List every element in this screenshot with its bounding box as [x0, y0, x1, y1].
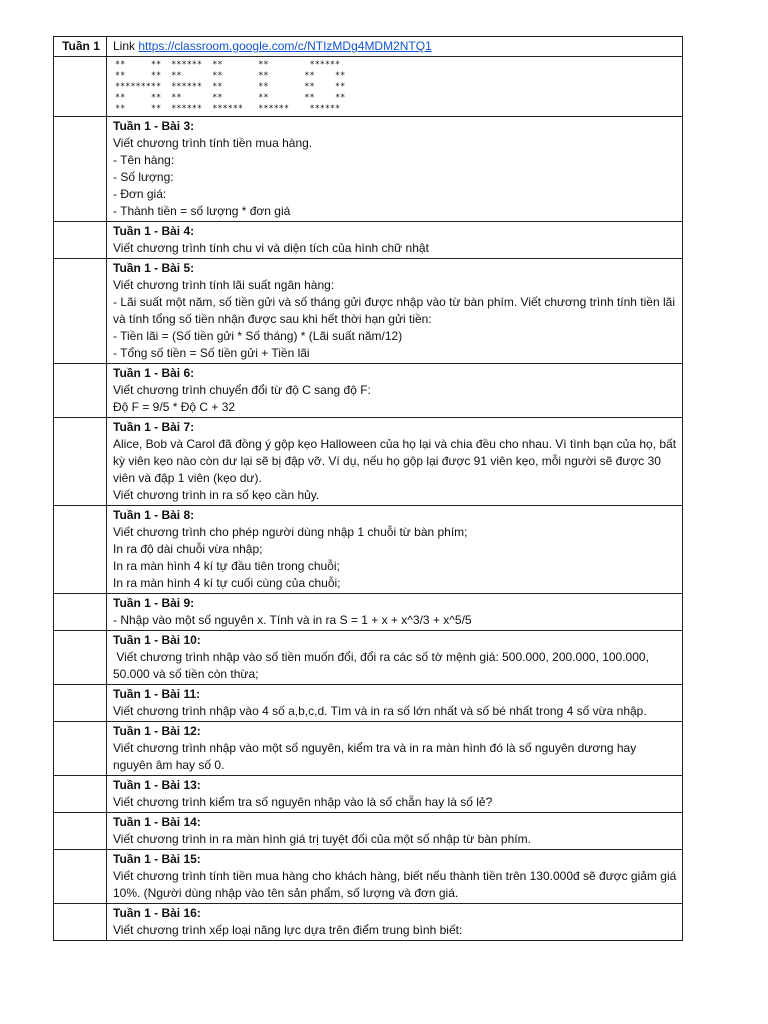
exercise-row: [54, 776, 683, 813]
exercise-row: [54, 813, 683, 850]
exercise-text: Viết chương trình xếp loại năng lực dựa trên điểm trung bình biết:: [113, 923, 463, 937]
exercise-cell: [107, 259, 683, 364]
exercise-text: In ra màn hình 4 kí tự đầu tiên trong chuỗi;: [113, 559, 340, 573]
exercise-cell: [107, 722, 683, 776]
exercise-text: - Thành tiền = số lượng * đơn giá: [113, 204, 291, 218]
exercise-text: Viết chương trình in ra màn hình giá trị tuyệt đối của một số nhập từ bàn phím.: [113, 832, 531, 846]
exercise-title: Tuần 1 - Bài 16:: [113, 906, 201, 920]
exercise-title: Tuần 1 - Bài 13:: [113, 778, 201, 792]
exercise-title: Tuần 1 - Bài 12:: [113, 724, 201, 738]
empty-cell: [54, 631, 107, 685]
exercise-row: [54, 117, 683, 222]
exercise-text: - Đơn giá:: [113, 187, 167, 201]
exercise-title: Tuần 1 - Bài 3:: [113, 119, 195, 133]
week-cell: Tuần 1: [54, 37, 107, 57]
exercise-cell: [107, 117, 683, 222]
exercise-cell: [107, 813, 683, 850]
exercise-cell: [107, 850, 683, 904]
empty-cell: [54, 222, 107, 259]
exercise-row: [54, 594, 683, 631]
empty-cell: [54, 364, 107, 418]
exercise-row: [54, 722, 683, 776]
exercise-title: Tuần 1 - Bài 8:: [113, 508, 195, 522]
exercise-cell: [107, 222, 683, 259]
exercise-text: - Tên hàng:: [113, 153, 175, 167]
exercise-title: Tuần 1 - Bài 14:: [113, 815, 201, 829]
exercise-cell: [107, 594, 683, 631]
exercise-row: [54, 904, 683, 941]
exercise-text: Viết chương trình tính tiền mua hàng cho khách hàng, biết nếu thành tiền trên 130.000đ sẽ được giảm giá 10%. (Người dùng nhập vào tên sản phẩm, số lượng và đơn giá.: [113, 869, 680, 900]
ascii-art-cell: [107, 57, 683, 117]
exercise-cell: [107, 418, 683, 506]
exercise-text: - Số lượng:: [113, 170, 174, 184]
exercise-text: Độ F = 9/5 * Độ C + 32: [113, 400, 236, 414]
empty-cell: [54, 117, 107, 222]
exercise-text: Viết chương trình chuyển đổi từ độ C sang độ F:: [113, 383, 371, 397]
ascii-art-row: [54, 57, 683, 117]
exercise-text: Viết chương trình in ra số kẹo cần hủy.: [113, 488, 320, 502]
empty-cell: [54, 57, 107, 117]
exercise-cell: [107, 506, 683, 594]
exercise-cell: [107, 776, 683, 813]
exercise-title: Tuần 1 - Bài 5:: [113, 261, 195, 275]
exercise-text: Viết chương trình kiểm tra số nguyên nhập vào là số chẵn hay là số lẻ?: [113, 795, 493, 809]
link-cell: [107, 37, 683, 57]
empty-cell: [54, 685, 107, 722]
exercise-title: Tuần 1 - Bài 6:: [113, 366, 195, 380]
exercise-row: [54, 631, 683, 685]
exercise-text: In ra màn hình 4 kí tự cuối cùng của chuỗi;: [113, 576, 341, 590]
header-row: [54, 37, 683, 57]
exercise-row: [54, 259, 683, 364]
exercise-cell: [107, 631, 683, 685]
exercise-title: Tuần 1 - Bài 7:: [113, 420, 195, 434]
empty-cell: [54, 776, 107, 813]
exercise-text: - Tiền lãi = (Số tiền gửi * Số tháng) * (Lãi suất năm/12): [113, 329, 403, 343]
empty-cell: [54, 850, 107, 904]
empty-cell: [54, 418, 107, 506]
exercise-title: Tuần 1 - Bài 10:: [113, 633, 201, 647]
exercise-cell: [107, 904, 683, 941]
exercise-row: [54, 418, 683, 506]
empty-cell: [54, 722, 107, 776]
empty-cell: [54, 259, 107, 364]
exercise-row: [54, 850, 683, 904]
exercise-row: [54, 222, 683, 259]
exercise-text: - Tổng số tiền = Số tiền gửi + Tiền lãi: [113, 346, 310, 360]
exercise-title: Tuần 1 - Bài 11:: [113, 687, 201, 701]
exercise-text: In ra độ dài chuỗi vừa nhập;: [113, 542, 263, 556]
exercise-text: Viết chương trình nhập vào một số nguyên, kiểm tra và in ra màn hình đó là số nguyên dương hay nguyên âm hay số 0.: [113, 741, 640, 772]
empty-cell: [54, 813, 107, 850]
exercise-row: [54, 364, 683, 418]
exercise-table: [53, 36, 683, 941]
empty-cell: [54, 506, 107, 594]
ascii-art-hello: ** ** ****** ** ** ****** ** ** ** ** ** ** ** ********* ****** ** ** ** ** ** ** ** ** ** ** ** ** ** ****** ****** ****** ******: [115, 60, 346, 114]
exercise-text: Viết chương trình nhập vào số tiền muốn đổi, đổi ra các số tờ mệnh giá: 500.000, 200.000, 100.000, 50.000 và số tiền còn thừa;: [113, 650, 653, 681]
exercise-text: Alice, Bob và Carol đã đồng ý gộp kẹo Halloween của họ lại và chia đều cho nhau. Vì tình bạn của họ, bất kỳ viên kẹo nào còn dư lại sẽ bị đập vỡ. Ví dụ, nếu họ gộp lại được 91 viên kẹo, mỗi người sẽ được 30 viên và đập 1 viên (kẹo dư).: [113, 437, 680, 485]
exercise-text: Viết chương trình tính tiền mua hàng.: [113, 136, 313, 150]
exercise-row: [54, 506, 683, 594]
exercise-title: Tuần 1 - Bài 4:: [113, 224, 195, 238]
exercise-cell: [107, 364, 683, 418]
empty-cell: [54, 594, 107, 631]
exercise-text: Viết chương trình cho phép người dùng nhập 1 chuỗi từ bàn phím;: [113, 525, 468, 539]
classroom-link[interactable]: https://classroom.google.com/c/NTIzMDg4MDM2NTQ1: [138, 39, 432, 53]
exercise-text: Viết chương trình nhập vào 4 số a,b,c,d. Tìm và in ra số lớn nhất và số bé nhất trong 4 số vừa nhập.: [113, 704, 647, 718]
exercise-text: - Nhập vào một số nguyên x. Tính và in ra S = 1 + x + x^3/3 + x^5/5: [113, 613, 472, 627]
exercise-title: Tuần 1 - Bài 9:: [113, 596, 195, 610]
exercise-text: - Lãi suất một năm, số tiền gửi và số tháng gửi được nhập vào từ bàn phím. Viết chương trình tính tiền lãi và tính tổng số tiền nhận được sau khi hết thời hạn gửi tiền:: [113, 295, 679, 326]
exercise-text: Viết chương trình tính chu vi và diện tích của hình chữ nhật: [113, 241, 429, 255]
exercise-text: Viết chương trình tính lãi suất ngân hàng:: [113, 278, 335, 292]
exercise-row: [54, 685, 683, 722]
link-label: Link: [113, 39, 136, 53]
empty-cell: [54, 904, 107, 941]
exercise-title: Tuần 1 - Bài 15:: [113, 852, 201, 866]
exercise-cell: [107, 685, 683, 722]
